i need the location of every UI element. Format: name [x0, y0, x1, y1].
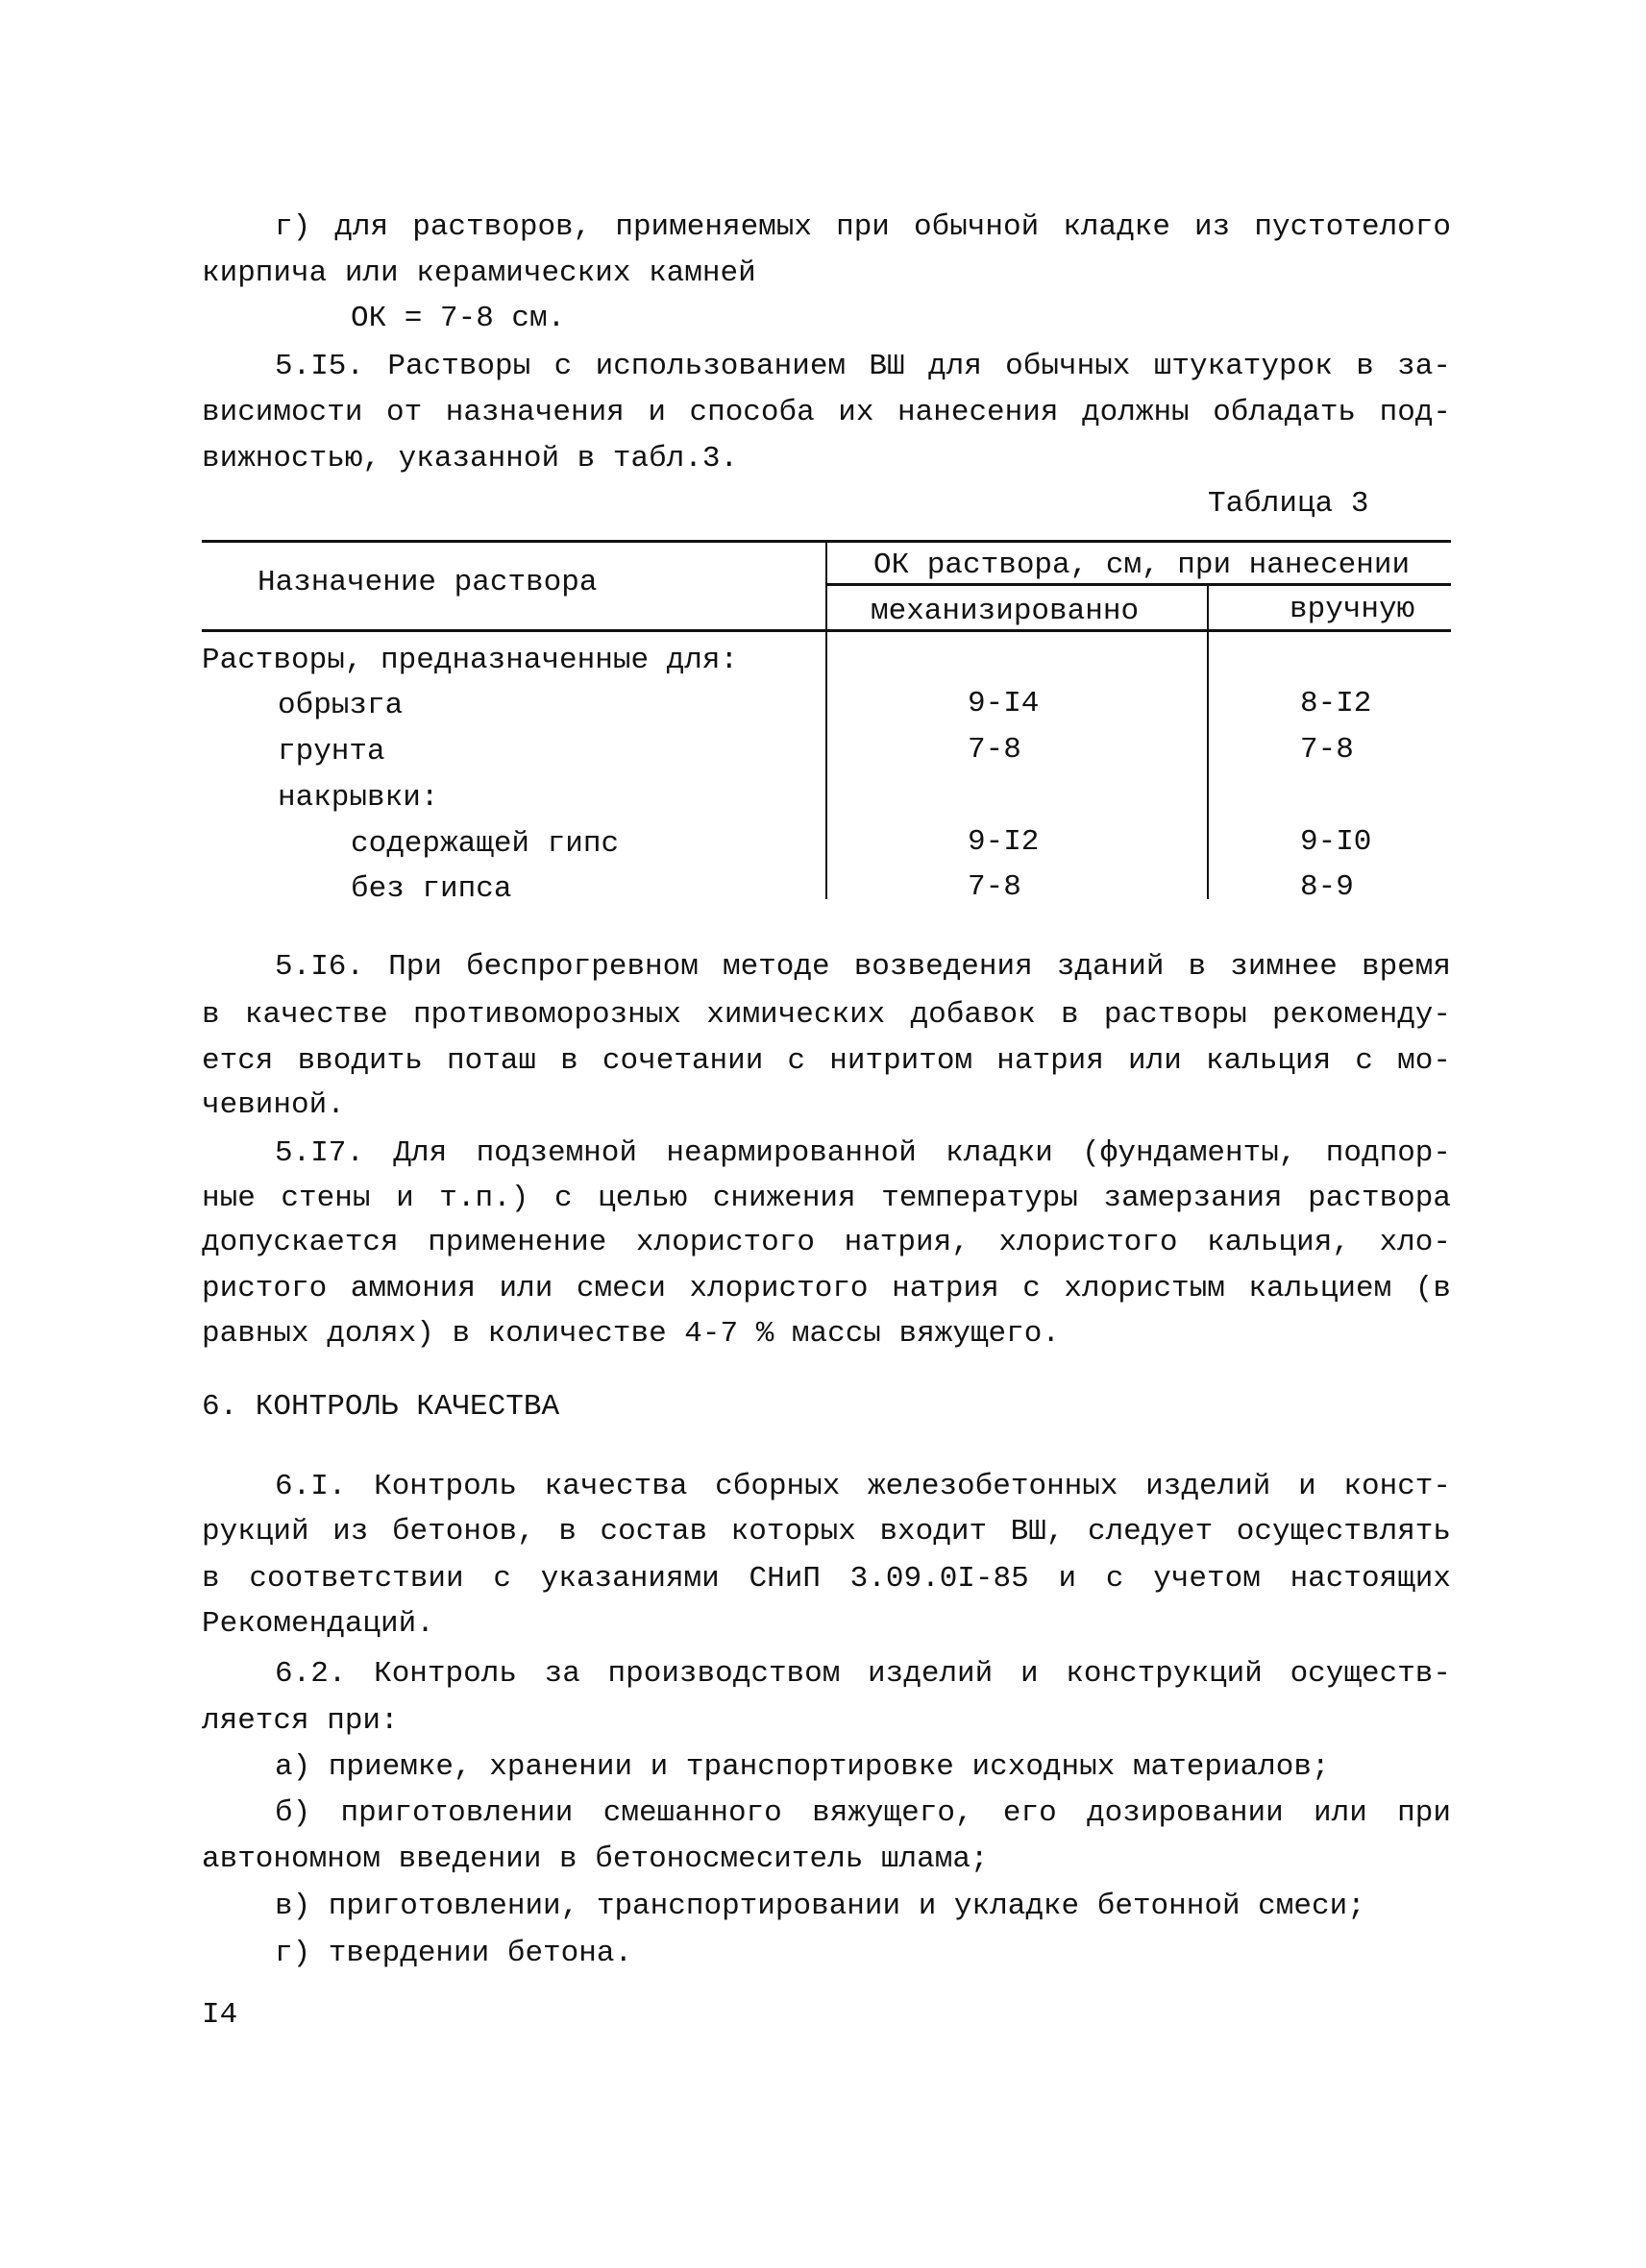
- row-label: Растворы, предназначенные для:: [202, 644, 739, 677]
- text-line: в качестве противоморозных химических добавок в растворы рекоменду-: [202, 998, 1451, 1032]
- list-item: а) приемке, хранении и транспортировке исходных материалов;: [275, 1750, 1330, 1784]
- header-mechanized: механизированно: [871, 595, 1140, 628]
- text-line: 5.I5. Растворы с использованием ВШ для обычных штукатурок в за-: [275, 350, 1451, 383]
- text-line: равных долях) в количестве 4-7 % массы вяжущего.: [202, 1317, 1060, 1351]
- row-label: без гипса: [351, 872, 512, 906]
- cell-manual: 8-I2: [1300, 687, 1372, 720]
- cell-manual: 9-I0: [1300, 825, 1372, 859]
- header-group: ОК раствора, см, при нанесении: [873, 549, 1411, 582]
- row-label: обрызга: [278, 689, 404, 722]
- row-label: грунта: [278, 735, 385, 768]
- list-item: б) приготовлении смешанного вяжущего, его дозировании или при: [275, 1796, 1451, 1830]
- text-line: вижностью, указанной в табл.3.: [202, 442, 739, 476]
- text-line: г) для растворов, применяемых при обычной кладке из пустотелого: [275, 210, 1451, 244]
- text-line: Рекомендаций.: [202, 1607, 434, 1641]
- text-line: допускается применение хлористого натрия, хлористого кальция, хло-: [202, 1226, 1451, 1259]
- row-label: накрывки:: [278, 781, 439, 815]
- text-line: 5.I6. При беспрогревном методе возведения зданий в зимнее время: [275, 950, 1451, 984]
- text-line: ные стены и т.п.) с целью снижения температуры замерзания раствора: [202, 1182, 1451, 1215]
- text-line: 6.I. Контроль качества сборных железобетонных изделий и конст-: [275, 1470, 1451, 1503]
- text-line: в соответствии с указаниями СНиП 3.09.0I-85 и с учетом настоящих: [202, 1562, 1451, 1596]
- section-heading: 6. КОНТРОЛЬ КАЧЕСТВА: [202, 1390, 560, 1424]
- formula-line: ОК = 7-8 см.: [351, 302, 566, 335]
- text-line: ется вводить поташ в сочетании с нитритом натрия или кальция с мо-: [202, 1044, 1451, 1078]
- text-line: рукций из бетонов, в состав которых входит ВШ, следует осуществлять: [202, 1515, 1451, 1549]
- text-line: кирпича или керамических камней: [202, 256, 756, 290]
- list-item-continuation: автономном введении в бетоносмеситель шлама;: [202, 1842, 989, 1876]
- text-line: ляется при:: [202, 1704, 399, 1738]
- text-line: 5.I7. Для подземной неармированной кладки (фундаменты, подпор-: [275, 1136, 1451, 1170]
- column-divider: [825, 540, 827, 899]
- text-line: висимости от назначения и способа их нанесения должны обладать под-: [202, 396, 1451, 429]
- cell-mechanized: 7-8: [968, 870, 1021, 904]
- cell-manual: 7-8: [1300, 733, 1354, 767]
- cell-mechanized: 9-I4: [968, 687, 1040, 720]
- text-line: 6.2. Контроль за производством изделий и конструкций осуществ-: [275, 1657, 1451, 1691]
- list-item: в) приготовлении, транспортировании и укладке бетонной смеси;: [275, 1890, 1365, 1923]
- cell-manual: 8-9: [1300, 870, 1354, 904]
- cell-mechanized: 9-I2: [968, 825, 1040, 859]
- row-label: содержащей гипс: [351, 827, 620, 861]
- table-caption: Таблица 3: [1208, 487, 1369, 521]
- header-purpose: Назначение раствора: [258, 566, 598, 599]
- text-line: ристого аммония или смеси хлористого натрия с хлористым кальцием (в: [202, 1272, 1451, 1305]
- list-item: г) твердении бетона.: [275, 1937, 633, 1970]
- text-line: чевиной.: [202, 1088, 345, 1122]
- cell-mechanized: 7-8: [968, 733, 1021, 767]
- column-divider: [1207, 585, 1209, 899]
- header-manual: вручную: [1290, 593, 1415, 626]
- page-number: I4: [202, 1998, 238, 2032]
